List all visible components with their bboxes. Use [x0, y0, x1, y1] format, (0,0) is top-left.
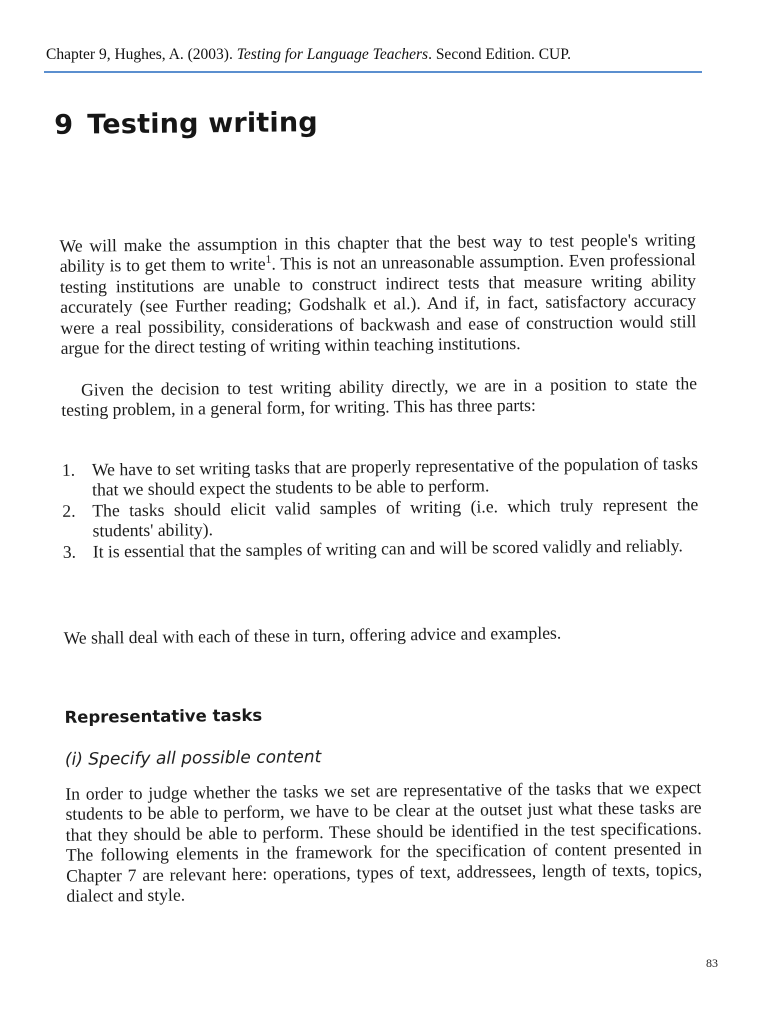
- chapter-title: [54, 107, 318, 141]
- intro-paragraph-1-text-b: . This is not an unreasonable assumption. Even professional testing institutions are unable to construct indirect tests that measure writing ability accurately (see Further reading; Godshalk et al.). And if, in fact, satisfactory accuracy were a real possibility, considerations of backwash and ease of construction would still argue for the direct testing of writing within teaching institutions.: [59, 249, 697, 358]
- header-rule: [44, 71, 702, 73]
- sub-heading: (i) Specify all possible content: [64, 747, 322, 770]
- list-marker: 3.: [62, 541, 77, 562]
- running-header: [46, 46, 706, 64]
- chapter-title-text: Testing writing: [87, 107, 319, 141]
- citation-suffix: . Second Edition. CUP.: [428, 46, 572, 63]
- page-number: 83: [706, 956, 718, 970]
- intro-paragraph-1: [59, 229, 696, 358]
- section-heading: Representative tasks: [64, 705, 263, 727]
- closing-sentence: We shall deal with each of these in turn, offering advice and examples.: [63, 622, 562, 648]
- list-item: [62, 453, 698, 500]
- parts-list: [62, 453, 699, 562]
- footnote-marker: 1: [265, 254, 272, 267]
- chapter-number: 9: [54, 109, 74, 141]
- list-item-text: It is essential that the samples of writing can and will be scored validly and reliably.: [92, 534, 683, 562]
- list-marker: 2.: [62, 500, 76, 521]
- scanned-page: [44, 89, 713, 946]
- book-title: Testing for Language Teachers: [236, 46, 429, 63]
- intro-paragraph-1-text-a: We will make the assumption in this chapter that the best way to test people's writing ability is to get them to write: [59, 229, 696, 277]
- list-marker: 1.: [61, 459, 76, 480]
- section-paragraph: In order to judge whether the tasks we set are representative of the tasks that we expect students to be able to perform, we have to be clear at the outset just what these tasks are that they should be able to perform. These should be identified in the test specifications. The following elements in the framework for the specification of content presented in Chapter 7 are relevant here: operations, types of text, addressees, length of texts, topics, dialect and style.: [65, 777, 703, 906]
- list-item-text: We have to set writing tasks that are properly representative of the population of tasks that we should expect the students to be able to perform.: [91, 453, 698, 500]
- list-item-text: The tasks should elicit valid samples of writing (i.e. which truly represent the students' ability).: [92, 493, 699, 541]
- list-item: [62, 494, 698, 541]
- intro-paragraph-2: Given the decision to test writing ability directly, we are in a position to state the testing problem, in a general form, for writing. This has three parts:: [61, 373, 698, 421]
- citation-prefix: Chapter 9, Hughes, A. (2003).: [46, 46, 237, 63]
